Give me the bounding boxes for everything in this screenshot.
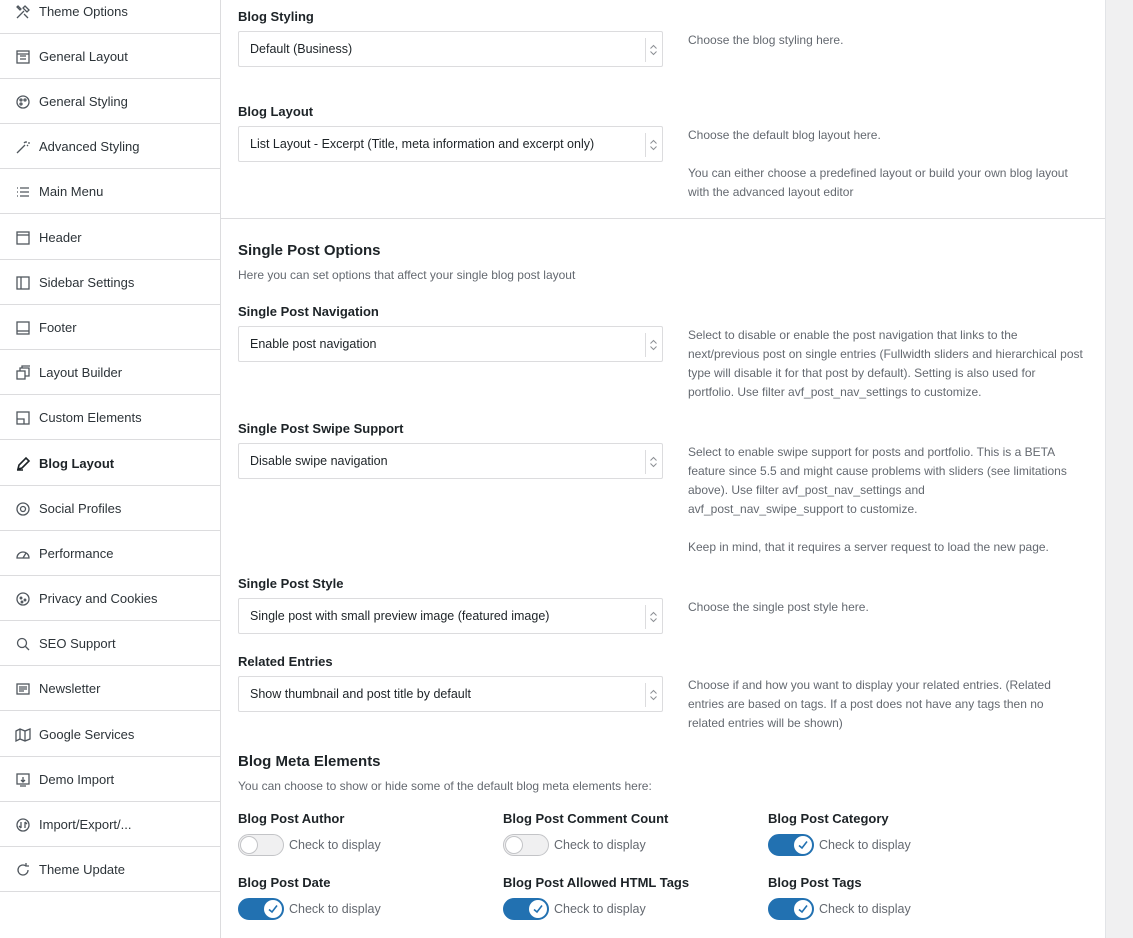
sidebar-item-label: Footer [39, 320, 77, 335]
select-arrows-icon [645, 605, 662, 629]
blog-meta-elements-title: Blog Meta Elements [238, 753, 381, 770]
blog-post-date-label: Blog Post Date [238, 875, 331, 890]
sidebar-item-label: Privacy and Cookies [39, 591, 158, 606]
related-entries-select[interactable] [238, 676, 663, 712]
refresh-icon [14, 861, 32, 879]
sidebar-item-blog-layout[interactable] [0, 442, 220, 486]
sidebar-item-label: Header [39, 230, 82, 245]
toggle-knob [794, 836, 812, 854]
toggle-knob [505, 836, 523, 854]
sidebar-item-theme-update[interactable] [0, 848, 220, 892]
layout-icon [14, 48, 32, 66]
sidebar-item-label: General Styling [39, 94, 128, 109]
options-sidebar [0, 0, 221, 938]
checkmark-icon [532, 903, 544, 915]
sidebar-item-main-menu[interactable] [0, 170, 220, 214]
check-to-display-label: Check to display [554, 838, 646, 852]
select-arrows-icon [645, 450, 662, 474]
search-icon [14, 635, 32, 653]
sidebar-item-label: Demo Import [39, 772, 115, 787]
checkmark-icon [267, 903, 279, 915]
map-icon [14, 726, 32, 744]
single-post-style-select[interactable] [238, 598, 663, 634]
select-arrows-icon [645, 133, 662, 157]
blog-layout-select[interactable] [238, 126, 663, 162]
blog-post-category-toggle[interactable] [768, 834, 814, 856]
sidebar-item-newsletter[interactable] [0, 667, 220, 711]
sidebar-item-label: Layout Builder [39, 365, 123, 380]
sidebar-item-label: Custom Elements [39, 410, 142, 425]
single-post-navigation-value: Enable post navigation [250, 337, 377, 351]
blog-post-allowed-html-tags-toggle[interactable] [503, 898, 549, 920]
check-to-display-label: Check to display [819, 902, 911, 916]
sidebar-icon [14, 274, 32, 292]
sidebar-item-google-services[interactable] [0, 713, 220, 757]
blog-styling-value: Default (Business) [250, 42, 353, 56]
related-entries-label: Related Entries [238, 654, 333, 669]
single-post-swipe-description-2: Keep in mind, that it requires a server request to load the new page. [688, 540, 1049, 554]
check-to-display-label: Check to display [289, 838, 381, 852]
blog-layout-value: List Layout - Excerpt (Title, meta information and excerpt only) [250, 137, 595, 151]
tools-icon [14, 3, 32, 21]
cookie-icon [14, 590, 32, 608]
related-entries-value: Show thumbnail and post title by default [250, 687, 471, 701]
check-to-display-label: Check to display [554, 902, 646, 916]
blog-layout-panel [221, 0, 1105, 938]
sidebar-item-seo-support[interactable] [0, 622, 220, 666]
select-arrows-icon [645, 38, 662, 62]
sidebar-item-general-layout[interactable] [0, 35, 220, 79]
blog-layout-description-2: You can either choose a predefined layout or build your own blog layout with the advanced layout editor [688, 166, 1068, 199]
toggle-knob [794, 900, 812, 918]
related-entries-description: Choose if and how you want to display your related entries. (Related entries are based on tags. If a post does not have any tags then no related entries will be shown) [688, 678, 1051, 730]
header-icon [14, 229, 32, 247]
blog-styling-select[interactable] [238, 31, 663, 67]
gauge-icon [14, 545, 32, 563]
sidebar-item-label: SEO Support [39, 636, 116, 651]
sidebar-item-privacy-cookies[interactable] [0, 577, 220, 621]
at-sign-icon [14, 500, 32, 518]
check-to-display-label: Check to display [819, 838, 911, 852]
blog-layout-description: Choose the default blog layout here. [688, 128, 881, 142]
sidebar-item-general-styling[interactable] [0, 80, 220, 124]
sidebar-item-performance[interactable] [0, 532, 220, 576]
sidebar-item-label: General Layout [39, 49, 128, 64]
pen-icon [14, 455, 32, 473]
transfer-icon [14, 816, 32, 834]
import-icon [14, 771, 32, 789]
select-arrows-icon [645, 683, 662, 707]
sidebar-item-label: Newsletter [39, 681, 101, 696]
sidebar-item-advanced-styling[interactable] [0, 125, 220, 169]
menu-list-icon [14, 183, 32, 201]
sidebar-item-social-profiles[interactable] [0, 487, 220, 531]
single-post-swipe-select[interactable] [238, 443, 663, 479]
sidebar-item-label: Performance [39, 546, 114, 561]
layers-icon [14, 364, 32, 382]
blog-post-category-label: Blog Post Category [768, 811, 889, 826]
newsletter-icon [14, 680, 32, 698]
toggle-knob [529, 900, 547, 918]
sidebar-item-label: Advanced Styling [39, 139, 140, 154]
single-post-options-subtitle: Here you can set options that affect your single blog post layout [238, 268, 576, 282]
single-post-swipe-value: Disable swipe navigation [250, 454, 388, 468]
blog-post-author-toggle[interactable] [238, 834, 284, 856]
single-post-style-description: Choose the single post style here. [688, 600, 869, 614]
sidebar-item-label: Main Menu [39, 184, 104, 199]
single-post-navigation-select[interactable] [238, 326, 663, 362]
single-post-style-value: Single post with small preview image (featured image) [250, 609, 550, 623]
blog-styling-description: Choose the blog styling here. [688, 33, 844, 47]
sidebar-item-label: Sidebar Settings [39, 275, 135, 290]
sidebar-item-sidebar-settings[interactable] [0, 261, 220, 305]
sidebar-item-layout-builder[interactable] [0, 351, 220, 395]
blog-post-comment-count-label: Blog Post Comment Count [503, 811, 669, 826]
single-post-navigation-description: Select to disable or enable the post navigation that links to the next/previous post on single entries (Fullwidth sliders and hierarchical post type will disable it for that post by default). Setting is also used for portfolio. Use filter avf_post_nav_settings to customize. [688, 328, 1083, 399]
blog-post-author-label: Blog Post Author [238, 811, 345, 826]
check-to-display-label: Check to display [289, 902, 381, 916]
sidebar-item-demo-import[interactable] [0, 758, 220, 802]
single-post-options-title: Single Post Options [238, 242, 381, 259]
single-post-navigation-label: Single Post Navigation [238, 304, 379, 319]
checkmark-icon [797, 839, 809, 851]
sidebar-item-import-export[interactable] [0, 803, 220, 847]
blog-layout-label: Blog Layout [238, 104, 314, 119]
custom-elements-icon [14, 409, 32, 427]
sidebar-item-custom-elements[interactable] [0, 396, 220, 440]
sidebar-item-label: Blog Layout [39, 456, 115, 471]
toggle-knob [240, 836, 258, 854]
footer-icon [14, 319, 32, 337]
sidebar-item-label: Theme Update [39, 862, 125, 877]
single-post-swipe-description: Select to enable swipe support for posts and portfolio. This is a BETA feature since 5.5 and might cause problems with sliders (see limitations above). Use filter avf_post_nav_settings and avf_post_nav_swipe_support to customize. [688, 445, 1067, 516]
toggle-knob [264, 900, 282, 918]
blog-post-date-toggle[interactable] [238, 898, 284, 920]
select-arrows-icon [645, 333, 662, 357]
blog-meta-elements-subtitle: You can choose to show or hide some of the default blog meta elements here: [238, 779, 652, 793]
section-divider [221, 218, 1105, 219]
blog-post-comment-count-toggle[interactable] [503, 834, 549, 856]
sidebar-item-header[interactable] [0, 216, 220, 260]
sidebar-item-theme-options[interactable] [0, 0, 220, 34]
sidebar-item-label: Import/Export/... [39, 817, 132, 832]
sidebar-item-label: Theme Options [39, 4, 128, 19]
magic-wand-icon [14, 138, 32, 156]
sidebar-item-label: Google Services [39, 727, 135, 742]
blog-post-tags-label: Blog Post Tags [768, 875, 862, 890]
single-post-swipe-label: Single Post Swipe Support [238, 421, 404, 436]
blog-styling-label: Blog Styling [238, 9, 314, 24]
blog-post-allowed-html-tags-label: Blog Post Allowed HTML Tags [503, 875, 690, 890]
checkmark-icon [797, 903, 809, 915]
palette-icon [14, 93, 32, 111]
sidebar-item-label: Social Profiles [39, 501, 122, 516]
blog-post-tags-toggle[interactable] [768, 898, 814, 920]
right-gutter [1105, 0, 1133, 938]
single-post-style-label: Single Post Style [238, 576, 344, 591]
sidebar-item-footer[interactable] [0, 306, 220, 350]
